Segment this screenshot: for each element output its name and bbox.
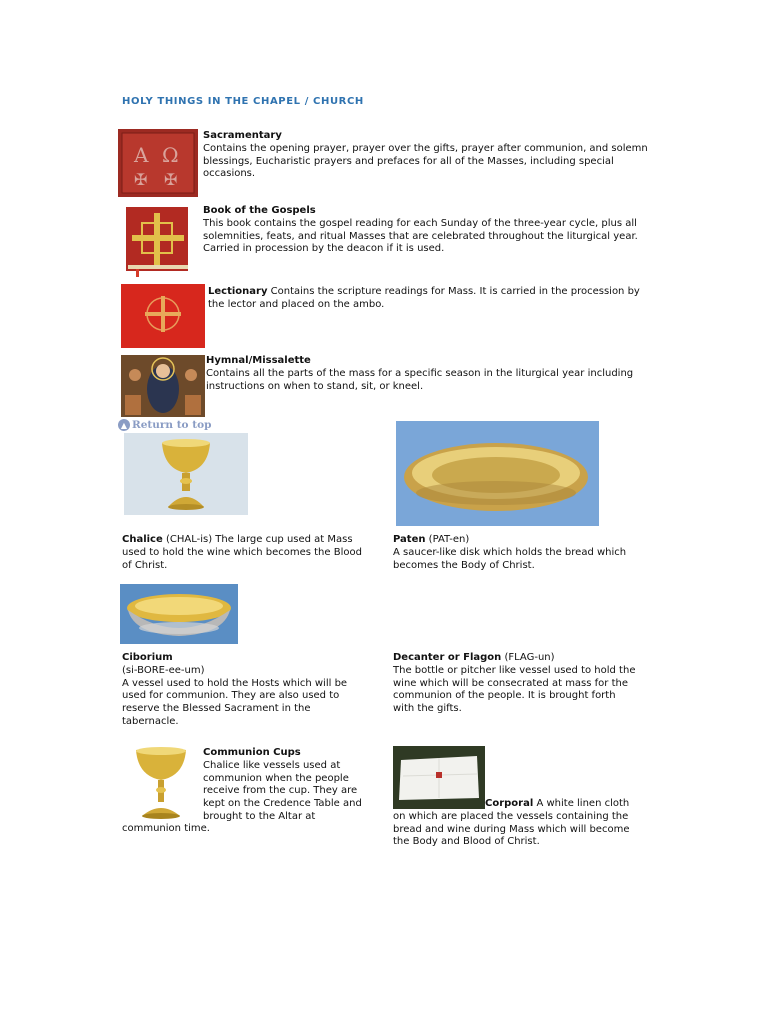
ciborium-image [120,584,238,644]
paten-entry [393,534,638,572]
communion-cups-image [122,746,200,820]
paten-title: Paten [393,534,426,545]
chalice-image [124,433,248,515]
gospels-entry [203,205,653,256]
communion-cups-description: Chalice like vessels used at communion when the people receive from the cup. They are kept on the Credence Table and brought to the Altar at [203,759,362,822]
ciborium-description: A vessel used to hold the Hosts which will be used for communion. They are also used to reserve the Blessed Sacrament in the tabernacle. [122,677,348,727]
communion-cups-entry [203,747,373,824]
gospels-description: This book contains the gospel reading for each Sunday of the three-year cycle, plus all solemnities, feats, and ritual Masses that are celebrated throughout the liturgical year. Carried in procession by the deacon if it is used. [203,217,638,255]
svg-text:A: A [134,143,149,167]
lectionary-title: Lectionary [208,286,268,297]
paten-pronunciation: (PAT-en) [425,534,470,545]
return-to-top-link[interactable] [118,419,211,432]
corporal-entry [393,798,638,849]
chalice-title: Chalice [122,534,163,545]
hymnal-description: Contains all the parts of the mass for a specific season in the liturgical year including instructions on when to stand, sit, or kneel. [206,367,634,392]
sacramentary-title: Sacramentary [203,130,282,141]
ciborium-entry [122,652,367,729]
sacramentary-image [118,129,198,197]
gospels-title: Book of the Gospels [203,205,316,216]
lectionary-description: Contains the scripture readings for Mass. It is carried in the procession by the lector and placed on the ambo. [208,286,640,310]
return-to-top-label: Return to top [132,419,212,431]
chalice-entry [122,534,367,572]
hymnal-image [121,355,205,417]
gospels-image [124,205,194,277]
hymnal-entry [206,355,646,393]
page-title: HOLY THINGS IN THE CHAPEL / CHURCH [122,96,364,107]
chalice-pronunciation: (CHAL-is) [162,534,213,545]
lectionary-entry [208,286,650,312]
lectionary-image [121,284,205,348]
sacramentary-entry [203,130,653,181]
decanter-description: The bottle or pitcher like vessel used to hold the wine which will be consecrated at mass for the communion of the people. It is brought forth with the gifts. [393,664,636,715]
ciborium-pronunciation: (si-BORE-ee-um) [122,664,205,676]
decanter-pronunciation: (FLAG-un) [501,652,555,663]
decanter-title: Decanter or Flagon [393,652,502,663]
sacramentary-description: Contains the opening prayer, prayer over the gifts, prayer after communion, and solemn blessings, Eucharistic prayers and prefaces for all of the Masses, including special occasions. [203,142,648,180]
chalice-description: The large cup used at Mass used to hold the wine which becomes the Blood of Christ. [122,534,362,571]
up-arrow-icon: ▲ [118,419,130,431]
paten-description: A saucer-like disk which holds the bread which becomes the Body of Christ. [393,546,627,571]
svg-text:Ω: Ω [162,143,179,167]
corporal-description: A white linen cloth on which are placed the vessels containing the bread and wine during Mass which will become the Body and Blood of Christ. [393,798,630,848]
decanter-entry [393,652,638,716]
communion-cups-title: Communion Cups [203,747,301,758]
ciborium-title: Ciborium [122,652,173,663]
communion-cups-tail: communion time. [122,823,210,834]
hymnal-title: Hymnal/Missalette [206,355,311,366]
corporal-title: Corporal [485,798,534,809]
svg-text:✠: ✠ [134,170,148,189]
paten-image [396,421,599,526]
svg-text:✠: ✠ [164,170,178,189]
